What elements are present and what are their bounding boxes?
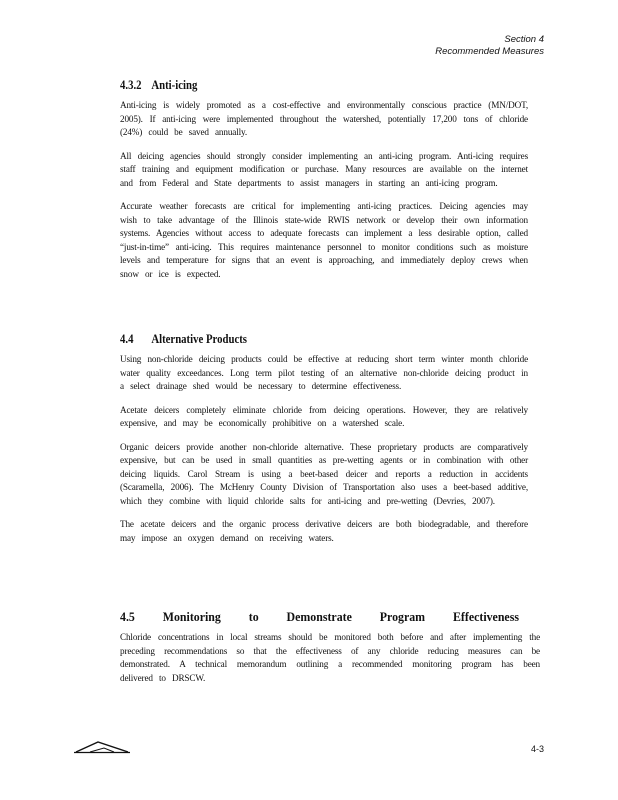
section-number: 4.5 <box>120 610 135 624</box>
paragraph: Accurate weather forecasts are critical for implementing anti-icing practices. Deicing agencies may wish to take advantage of the Illinois state-wide RWIS network or develop their own information systems. Agencies without access to adequate forecasts can implement a less desirable option, called “just-in-time” anti-icing. This requires maintenance personnel to monitor conditions such as moisture levels and temperature for signs that an event is approaching, and immediately deploy crews when snow or ice is expected. <box>120 201 528 279</box>
paragraph: Acetate deicers completely eliminate chloride from deicing operations. However, they are relatively expensive, and may be economically prohibitive on a watershed scale. <box>120 404 528 428</box>
mountain-logo-icon <box>74 740 130 759</box>
page-header <box>435 34 544 58</box>
header-section: Section 4 <box>504 34 544 45</box>
section-title-word: Program <box>379 610 426 624</box>
paragraph: All deicing agencies should strongly consider implementing an anti-icing program. Anti-icing requires staff training and equipment modification or purchase. Many resources are available on the internet and from Federal and State departments to assist managers in starting an anti-icing program. <box>120 150 528 188</box>
section-title-word: Demonstrate <box>286 610 352 624</box>
section-title: Anti-icing <box>151 78 198 92</box>
paragraph: Organic deicers provide another non-chloride alternative. These proprietary products are comparatively expensive, but can be used in small quantities as pre-wetting agents or in combination with other deicing liquids. Carol Stream is using a beet-based deicer and reports a reduction in accidents (Scaramella, 2006). The McHenry County Division of Transportation also uses a beet-based additive, which they combine with liquid chloride salts for anti-icing and pre-wetting (Devries, 2007). <box>120 441 528 506</box>
paragraph: Anti-icing is widely promoted as a cost-effective and environmentally conscious practice (MN/DOT, 2005). If anti-icing were implemented throughout the watershed, potentially 17,200 tons of chloride (24%) could be saved annually. <box>120 100 528 137</box>
section-heading <box>120 78 471 93</box>
section-title-word: Effectiveness <box>452 610 519 624</box>
page-number: 4-3 <box>530 744 544 754</box>
section-title: Alternative Products <box>151 332 247 346</box>
paragraph: Chloride concentrations in local streams should be monitored both before and after implementing the preceding recommendations so that the effectiveness of any chloride reducing measures can be demonstrated. A technical memorandum outlining a recommended monitoring program has been delivered to DRSCW. <box>120 632 540 683</box>
section-anti-icing <box>120 78 528 291</box>
section-alternative-products <box>120 332 528 555</box>
section-number: 4.4 <box>120 332 134 346</box>
paragraph: Using non-chloride deicing products could be effective at reducing short term winter month chloride water quality exceedances. Long term pilot testing of an alternative non-chloride deicing product in a select drainage shed would be necessary to determine effectiveness. <box>120 354 528 391</box>
section-heading <box>120 610 519 625</box>
section-title-word: Monitoring <box>162 610 221 624</box>
paragraph: The acetate deicers and the organic process derivative deicers are both biodegradable, and therefore may impose an oxygen demand on receiving waters. <box>120 519 528 543</box>
section-number: 4.3.2 <box>120 78 142 92</box>
header-title: Recommended Measures <box>435 46 544 57</box>
section-title-word: to <box>248 610 259 624</box>
section-heading <box>120 332 471 347</box>
section-monitoring <box>120 610 540 695</box>
